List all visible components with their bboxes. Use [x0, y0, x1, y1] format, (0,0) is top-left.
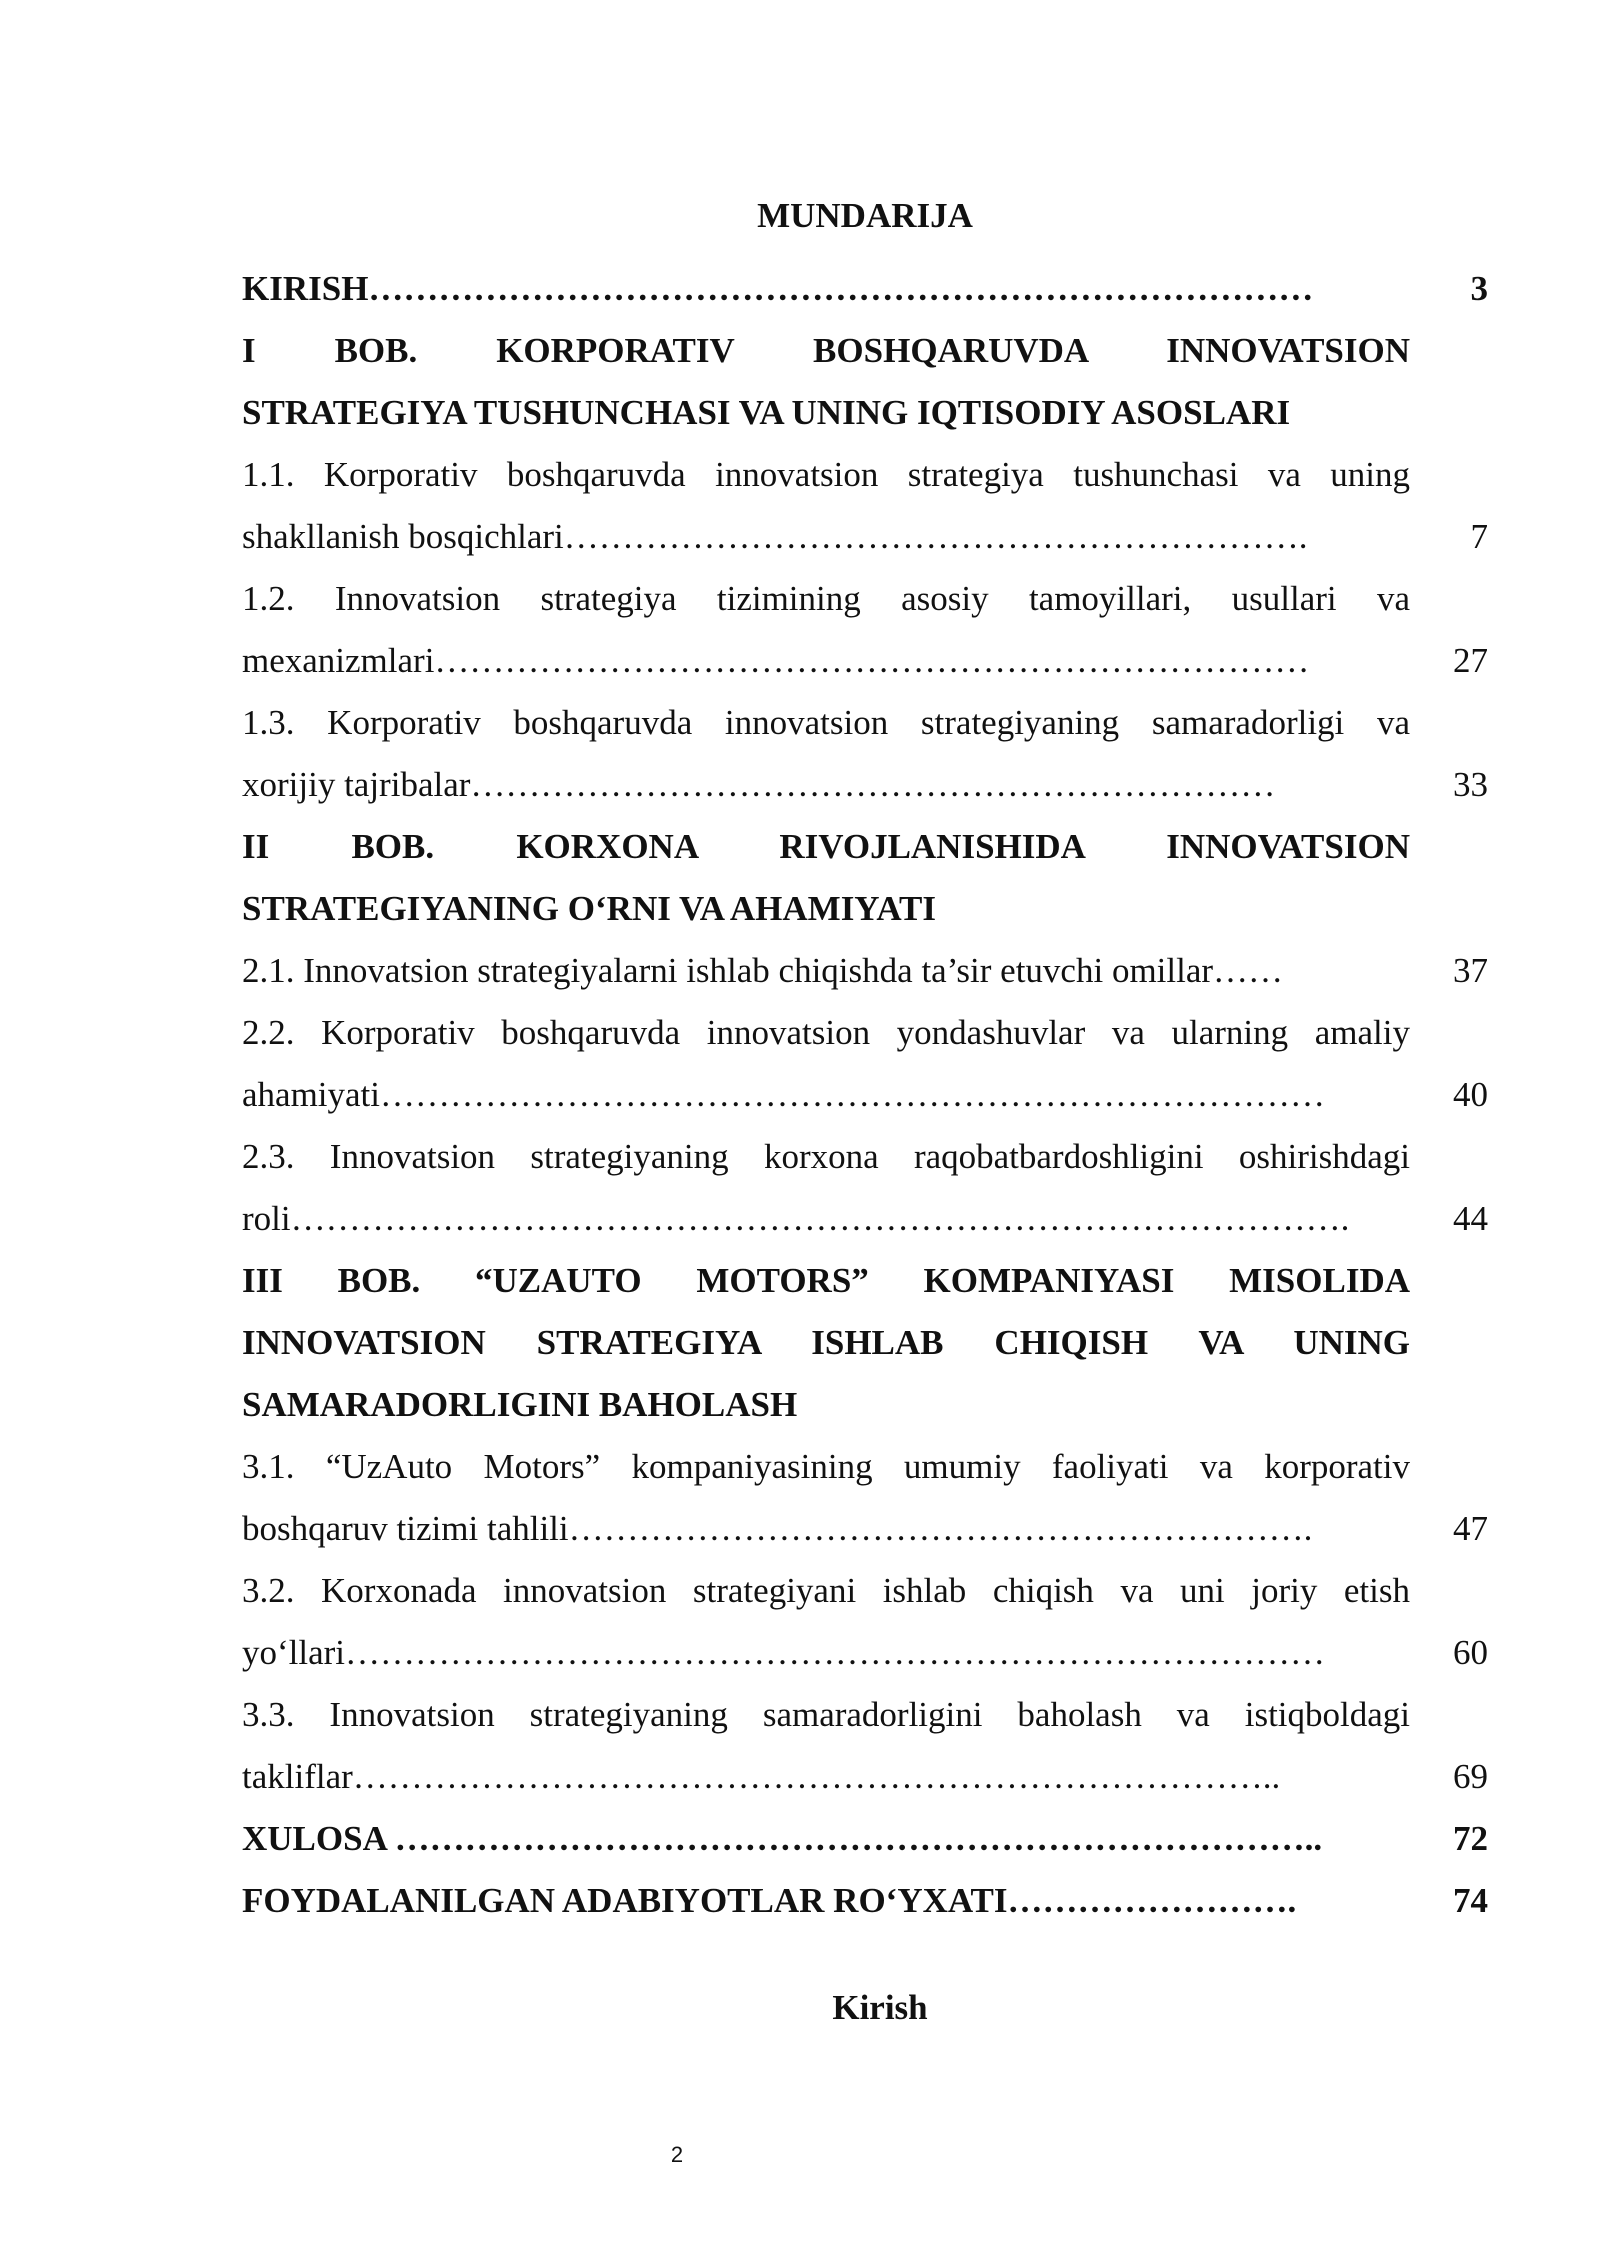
- toc-entry-page: 72: [1453, 1819, 1488, 1858]
- toc-entry: [242, 320, 1488, 382]
- toc-entry: [242, 1498, 1488, 1560]
- toc-entry-text: mexanizmlari…………………………………………………………………: [242, 641, 1310, 680]
- toc-entry-text: SAMARADORLIGINI BAHOLASH: [242, 1385, 798, 1424]
- toc-entry: [242, 568, 1488, 630]
- toc-entry-page: 60: [1453, 1633, 1488, 1672]
- toc-entry-text: 1.2. Innovatsion strategiya tizimining asosiy tamoyillari, usullari va: [242, 579, 1410, 618]
- toc-entry-page: 37: [1453, 951, 1488, 990]
- toc-entry-text: yo‘llari…………………………………………………………………………: [242, 1633, 1326, 1672]
- toc-entry: [242, 1002, 1488, 1064]
- toc-entry-page: 27: [1453, 641, 1488, 680]
- table-of-contents: [242, 258, 1488, 1932]
- toc-entry: [242, 630, 1488, 692]
- toc-entry-page: 47: [1453, 1509, 1488, 1548]
- toc-entry-page: 3: [1470, 269, 1488, 308]
- toc-entry: [242, 258, 1488, 320]
- toc-entry-text: II BOB. KORXONA RIVOJLANISHIDA INNOVATSION: [242, 827, 1410, 866]
- page-number: 2: [670, 2142, 684, 2167]
- toc-entry-text: shakllanish bosqichlari……………………………………………………….: [242, 517, 1308, 556]
- toc-entry-page: 44: [1453, 1199, 1488, 1238]
- toc-entry-text: 3.3. Innovatsion strategiyaning samaradorligini baholash va istiqboldagi: [242, 1695, 1410, 1734]
- toc-entry-text: 2.2. Korporativ boshqaruvda innovatsion yondashuvlar va ularning amaliy: [242, 1013, 1410, 1052]
- toc-entry-text: STRATEGIYANING O‘RNI VA AHAMIYATI: [242, 889, 937, 928]
- toc-entry-page: 74: [1453, 1881, 1488, 1920]
- toc-entry-page: 7: [1470, 517, 1488, 556]
- page-title: MUNDARIJA: [757, 196, 973, 235]
- toc-entry-text: 1.1. Korporativ boshqaruvda innovatsion strategiya tushunchasi va uning: [242, 455, 1410, 494]
- toc-entry-text: I BOB. KORPORATIV BOSHQARUVDA INNOVATSION: [242, 331, 1410, 370]
- toc-entry: [242, 1188, 1488, 1250]
- toc-entry-page: 33: [1453, 765, 1488, 804]
- toc-entry: [242, 1126, 1488, 1188]
- toc-entry-text: 3.2. Korxonada innovatsion strategiyani ishlab chiqish va uni joriy etish: [242, 1571, 1410, 1610]
- toc-entry-text: takliflar……………………………………………………………………..: [242, 1757, 1281, 1796]
- toc-entry: [242, 878, 1488, 940]
- toc-entry-text: KIRISH………………………………………………………………………: [242, 269, 1314, 308]
- toc-entry: [242, 692, 1488, 754]
- toc-entry-text: XULOSA ……………………………………………………………………..: [242, 1819, 1323, 1858]
- toc-entry: [242, 1746, 1488, 1808]
- toc-entry-text: ahamiyati………………………………………………………………………: [242, 1075, 1326, 1114]
- toc-entry-text: FOYDALANILGAN ADABIYOTLAR RO‘YXATI…………………….: [242, 1881, 1297, 1920]
- toc-entry-text: INNOVATSION STRATEGIYA ISHLAB CHIQISH VA UNING: [242, 1323, 1410, 1362]
- toc-entry-text: 1.3. Korporativ boshqaruvda innovatsion strategiyaning samaradorligi va: [242, 703, 1410, 742]
- toc-entry-page: 69: [1453, 1757, 1488, 1796]
- toc-entry: [242, 1064, 1488, 1126]
- toc-entry: [242, 382, 1488, 444]
- toc-entry: [242, 1374, 1488, 1436]
- section-heading: Kirish: [832, 1988, 928, 2027]
- toc-entry: [242, 754, 1488, 816]
- toc-entry-text: III BOB. “UZAUTO MOTORS” KOMPANIYASI MISOLIDA: [242, 1261, 1410, 1300]
- toc-entry-text: 2.3. Innovatsion strategiyaning korxona raqobatbardoshligini oshirishdagi: [242, 1137, 1410, 1176]
- toc-entry-text: roli……………………………………………………………………………….: [242, 1199, 1350, 1238]
- toc-entry: [242, 1250, 1488, 1312]
- toc-entry: [242, 816, 1488, 878]
- toc-entry: [242, 1560, 1488, 1622]
- toc-entry-text: xorijiy tajribalar……………………………………………………………: [242, 765, 1276, 804]
- toc-entry-text: STRATEGIYA TUSHUNCHASI VA UNING IQTISODIY ASOSLARI: [242, 393, 1291, 432]
- toc-entry: [242, 444, 1488, 506]
- toc-entry: [242, 940, 1488, 1002]
- toc-entry: [242, 1436, 1488, 1498]
- toc-entry-page: 40: [1453, 1075, 1488, 1114]
- toc-entry-text: boshqaruv tizimi tahlili……………………………………………………….: [242, 1509, 1313, 1548]
- toc-entry-text: 2.1. Innovatsion strategiyalarni ishlab chiqishda ta’sir etuvchi omillar……: [242, 951, 1284, 990]
- toc-entry: [242, 1808, 1488, 1870]
- toc-entry: [242, 1870, 1488, 1932]
- toc-entry-text: 3.1. “UzAuto Motors” kompaniyasining umumiy faoliyati va korporativ: [242, 1447, 1410, 1486]
- toc-entry: [242, 1684, 1488, 1746]
- toc-entry: [242, 1312, 1488, 1374]
- toc-entry: [242, 506, 1488, 568]
- toc-entry: [242, 1622, 1488, 1684]
